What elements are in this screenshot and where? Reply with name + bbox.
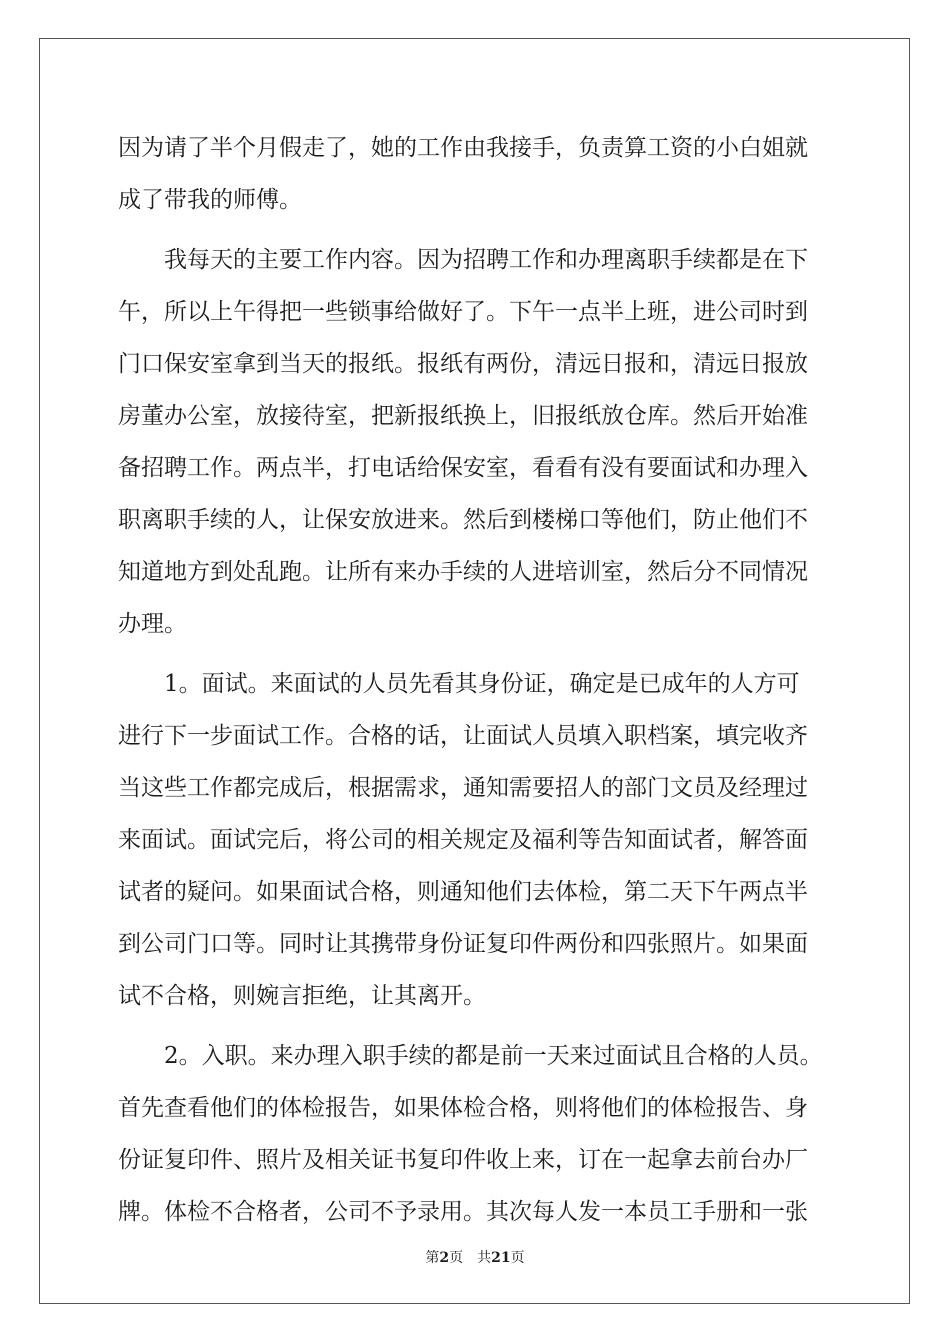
text-line: 试不合格，则婉言拒绝，让其离开。 [118,983,486,1009]
text-line: 来面试。面试完后，将公司的相关规定及福利等告知面试者，解答面 [118,827,808,853]
page-label-mid: 页 共 [449,1250,492,1266]
text-line: 当这些工作都完成后，根据需求，通知需要招人的部门文员及经理过 [118,775,808,801]
text-line: 试者的疑问。如果面试合格，则通知他们去体检，第二天下午两点半 [118,879,808,905]
document-body [118,122,838,1238]
text-line: 牌。体检不合格者，公司不予录用。其次每人发一本员工手册和一张 [118,1199,808,1225]
text-line: 知道地方到处乱跑。让所有来办手续的人进培训室，然后分不同情况 [118,559,808,585]
text-line: 1。面试。来面试的人员先看其身份证，确定是已成年的人方可 [118,671,800,697]
paragraph-gap [118,1022,838,1030]
text-line: 午，所以上午得把一些锁事给做好了。下午一点半上班，进公司时到 [118,299,808,325]
page-current-number: 2 [439,1250,450,1266]
text-line: 房董办公室，放接待室，把新报纸换上，旧报纸放仓库。然后开始准 [118,403,808,429]
page-label-suffix: 页 [510,1250,525,1266]
paragraph-gap [118,226,838,234]
page-label-prefix: 第 [425,1250,440,1266]
text-line: 进行下一步面试工作。合格的话，让面试人员填入职档案，填完收齐 [118,723,808,749]
text-line: 办理。 [118,611,187,637]
text-line: 门口保安室拿到当天的报纸。报纸有两份，清远日报和，清远日报放 [118,351,808,377]
page-total-number: 21 [491,1250,511,1266]
text-line: 2。入职。来办理入职手续的都是前一天来过面试且合格的人员。 [118,1043,823,1069]
page-footer [0,1247,950,1267]
text-line: 职离职手续的人，让保安放进来。然后到楼梯口等他们，防止他们不 [118,507,808,533]
text-line: 因为请了半个月假走了，她的工作由我接手，负责算工资的小白姐就 [118,135,808,161]
paragraph-gap [118,650,838,658]
text-line: 成了带我的师傅。 [118,187,302,213]
text-line: 到公司门口等。同时让其携带身份证复印件两份和四张照片。如果面 [118,931,808,957]
text-line: 备招聘工作。两点半，打电话给保安室，看看有没有要面试和办理入 [118,455,808,481]
text-line: 首先查看他们的体检报告，如果体检合格，则将他们的体检报告、身 [118,1095,808,1121]
text-line: 份证复印件、照片及相关证书复印件收上来，订在一起拿去前台办厂 [118,1147,808,1173]
text-line: 我每天的主要工作内容。因为招聘工作和办理离职手续都是在下 [118,247,808,273]
